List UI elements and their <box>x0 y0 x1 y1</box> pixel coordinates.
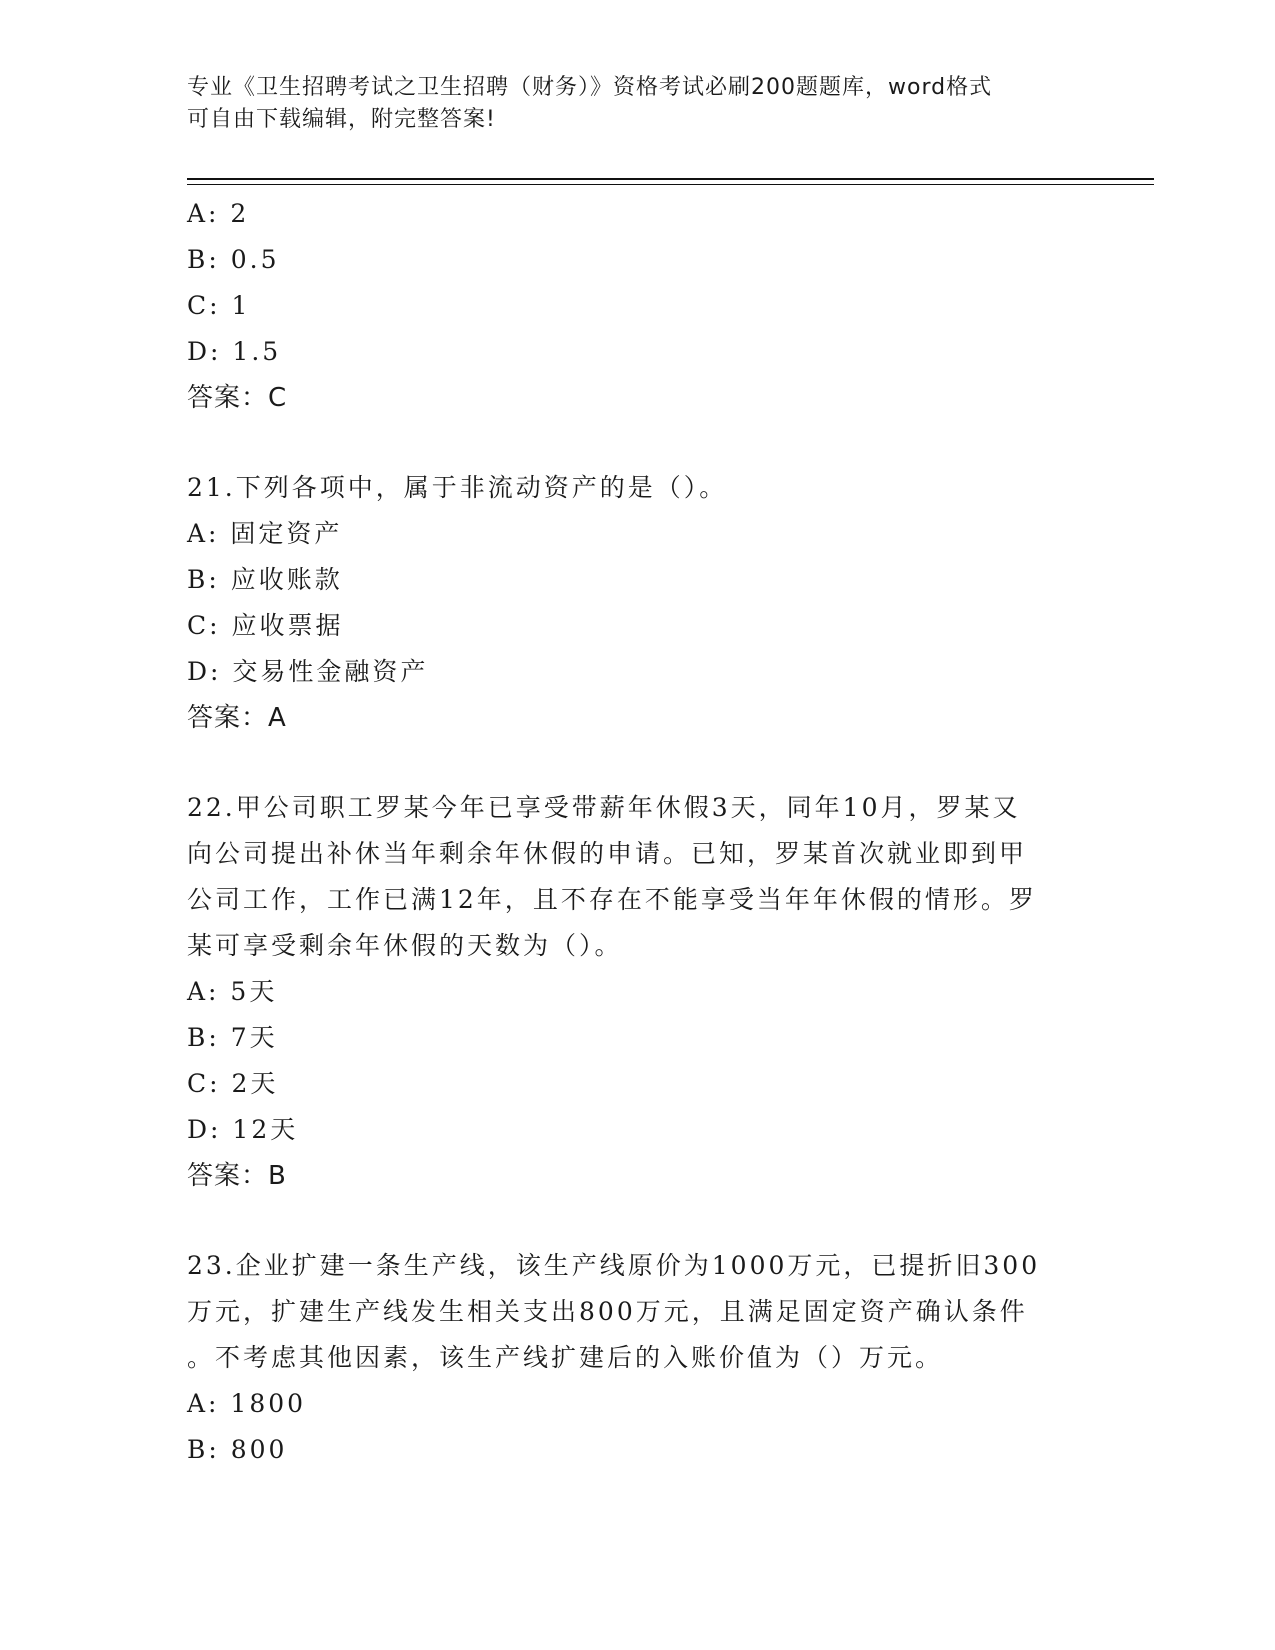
option-b: B: 0.5 <box>187 245 280 274</box>
question-text-line-1: 22.甲公司职工罗某今年已享受带薪年休假3天，同年10月，罗某又 <box>187 793 1021 822</box>
question-text-line-4: 某可享受剩余年休假的天数为（）。 <box>187 931 623 960</box>
question-text-line-2: 向公司提出补休当年剩余年休假的申请。已知，罗某首次就业即到甲 <box>187 839 1028 868</box>
header-rule-thin <box>187 184 1154 185</box>
option-a: A: 2 <box>187 199 250 228</box>
option-a: A: 1800 <box>187 1389 307 1418</box>
option-d: D: 12天 <box>187 1115 299 1144</box>
question-text-line-3: 。不考虑其他因素，该生产线扩建后的入账价值为（）万元。 <box>187 1343 944 1372</box>
option-c: C: 1 <box>187 291 251 320</box>
answer-line: 答案：C <box>187 383 288 413</box>
question-22 <box>187 785 1087 1199</box>
question-text-line-2: 万元，扩建生产线发生相关支出800万元，且满足固定资产确认条件 <box>187 1297 1028 1326</box>
header-line-2: 可自由下载编辑，附完整答案! <box>187 107 496 132</box>
document-content <box>187 191 1087 1473</box>
option-d: D: 1.5 <box>187 337 282 366</box>
option-d: D: 交易性金融资产 <box>187 657 429 686</box>
header-line-1: 专业《卫生招聘考试之卫生招聘（财务）》资格考试必刷200题题库，word格式 <box>187 75 993 100</box>
question-text: 21.下列各项中，属于非流动资产的是（）。 <box>187 473 728 502</box>
option-b: B: 应收账款 <box>187 565 343 594</box>
question-text-line-1: 23.企业扩建一条生产线，该生产线原价为1000万元，已提折旧300 <box>187 1251 1041 1280</box>
question-text-line-3: 公司工作，工作已满12年，且不存在不能享受当年年休假的情形。罗 <box>187 885 1037 914</box>
option-a: A: 固定资产 <box>187 519 343 548</box>
question-21 <box>187 465 1087 741</box>
document-header <box>187 72 1067 136</box>
option-c: C: 2天 <box>187 1069 279 1098</box>
question-23 <box>187 1243 1087 1473</box>
option-a: A: 5天 <box>187 977 278 1006</box>
option-b: B: 7天 <box>187 1023 278 1052</box>
answer-line: 答案：B <box>187 1161 287 1191</box>
option-b: B: 800 <box>187 1435 288 1464</box>
question-prev <box>187 191 1087 421</box>
option-c: C: 应收票据 <box>187 611 344 640</box>
header-rule-thick <box>187 178 1154 180</box>
answer-line: 答案：A <box>187 703 287 733</box>
